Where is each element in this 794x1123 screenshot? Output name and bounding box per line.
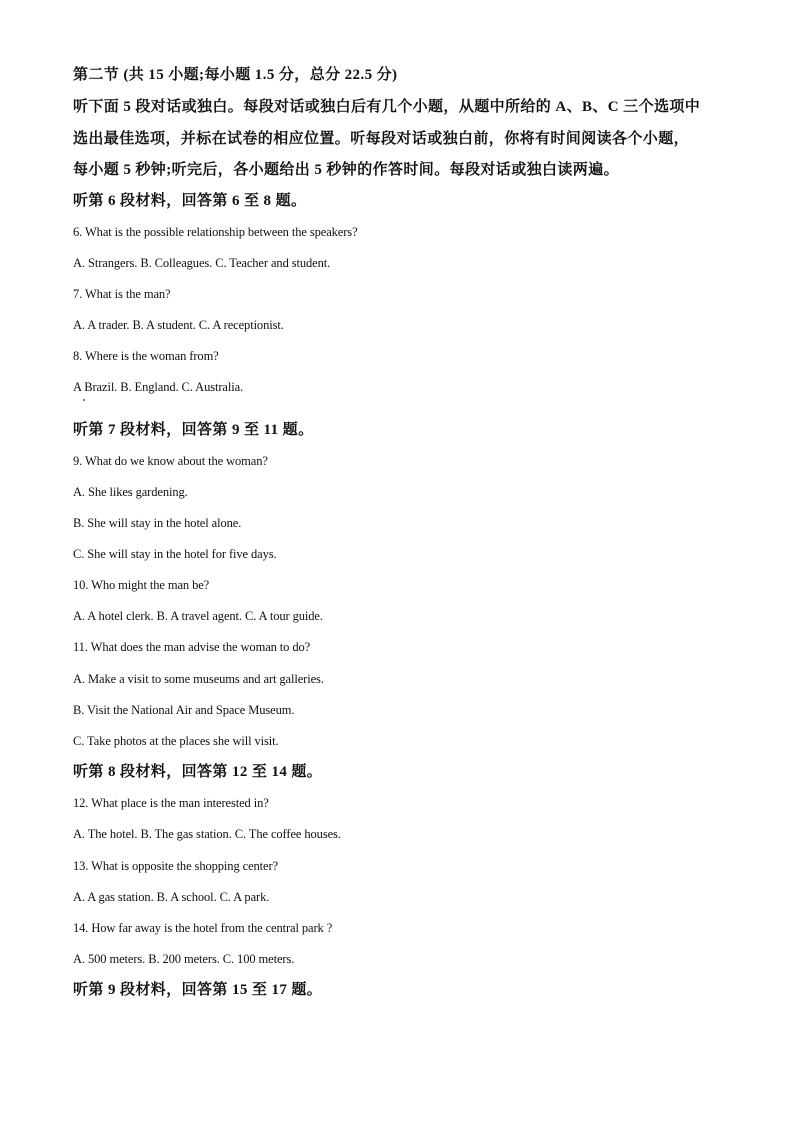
question-9-stem: 9. What do we know about the woman? <box>73 454 268 468</box>
question-6-stem: 6. What is the possible relationship between the speakers? <box>73 225 358 239</box>
passage-6-title: 听第 6 段材料，回答第 6 至 8 题。 <box>73 193 307 209</box>
question-11-option-c: C. Take photos at the places she will visit. <box>73 734 279 748</box>
question-9-option-c: C. She will stay in the hotel for five days. <box>73 547 277 561</box>
question-11-stem: 11. What does the man advise the woman to do? <box>73 640 311 654</box>
question-9-option-a: A. She likes gardening. <box>73 485 188 499</box>
question-13-stem: 13. What is opposite the shopping center? <box>73 859 279 873</box>
passage-9-title: 听第 9 段材料，回答第 15 至 17 题。 <box>73 982 323 998</box>
question-12-options: A. The hotel. B. The gas station. C. The coffee houses. <box>73 827 341 841</box>
stray-dot-mark <box>83 399 85 401</box>
question-10-options: A. A hotel clerk. B. A travel agent. C. A tour guide. <box>73 609 323 623</box>
question-11-option-a: A. Make a visit to some museums and art galleries. <box>73 672 324 686</box>
question-13-options: A. A gas station. B. A school. C. A park. <box>73 890 270 904</box>
question-9-option-b: B. She will stay in the hotel alone. <box>73 516 242 530</box>
question-12-stem: 12. What place is the man interested in? <box>73 796 269 810</box>
question-7-options: A. A trader. B. A student. C. A receptionist. <box>73 318 284 332</box>
question-6-options: A. Strangers. B. Colleagues. C. Teacher and student. <box>73 256 331 270</box>
question-8-options: A Brazil. B. England. C. Australia. <box>73 380 244 394</box>
instructions-line-2: 选出最佳选项，并标在试卷的相应位置。听每段对话或独白前，你将有时间阅读各个小题， <box>73 131 690 147</box>
passage-7-title: 听第 7 段材料，回答第 9 至 11 题。 <box>73 422 314 438</box>
question-8-stem: 8. Where is the woman from? <box>73 349 219 363</box>
instructions-line-1: 听下面 5 段对话或独白。每段对话或独白后有几个小题，从题中所给的 A、B、C 三个选项中 <box>73 99 701 115</box>
question-10-stem: 10. Who might the man be? <box>73 578 210 592</box>
section-heading: 第二节 (共 15 小题;每小题 1.5 分，总分 22.5 分) <box>73 67 398 83</box>
question-14-options: A. 500 meters. B. 200 meters. C. 100 meters. <box>73 952 295 966</box>
question-7-stem: 7. What is the man? <box>73 287 171 301</box>
instructions-line-3: 每小题 5 秒钟;听完后，各小题给出 5 秒钟的作答时间。每段对话或独白读两遍。 <box>73 162 619 178</box>
question-11-option-b: B. Visit the National Air and Space Museum. <box>73 703 295 717</box>
passage-8-title: 听第 8 段材料，回答第 12 至 14 题。 <box>73 764 323 780</box>
question-14-stem: 14. How far away is the hotel from the central park ? <box>73 921 333 935</box>
